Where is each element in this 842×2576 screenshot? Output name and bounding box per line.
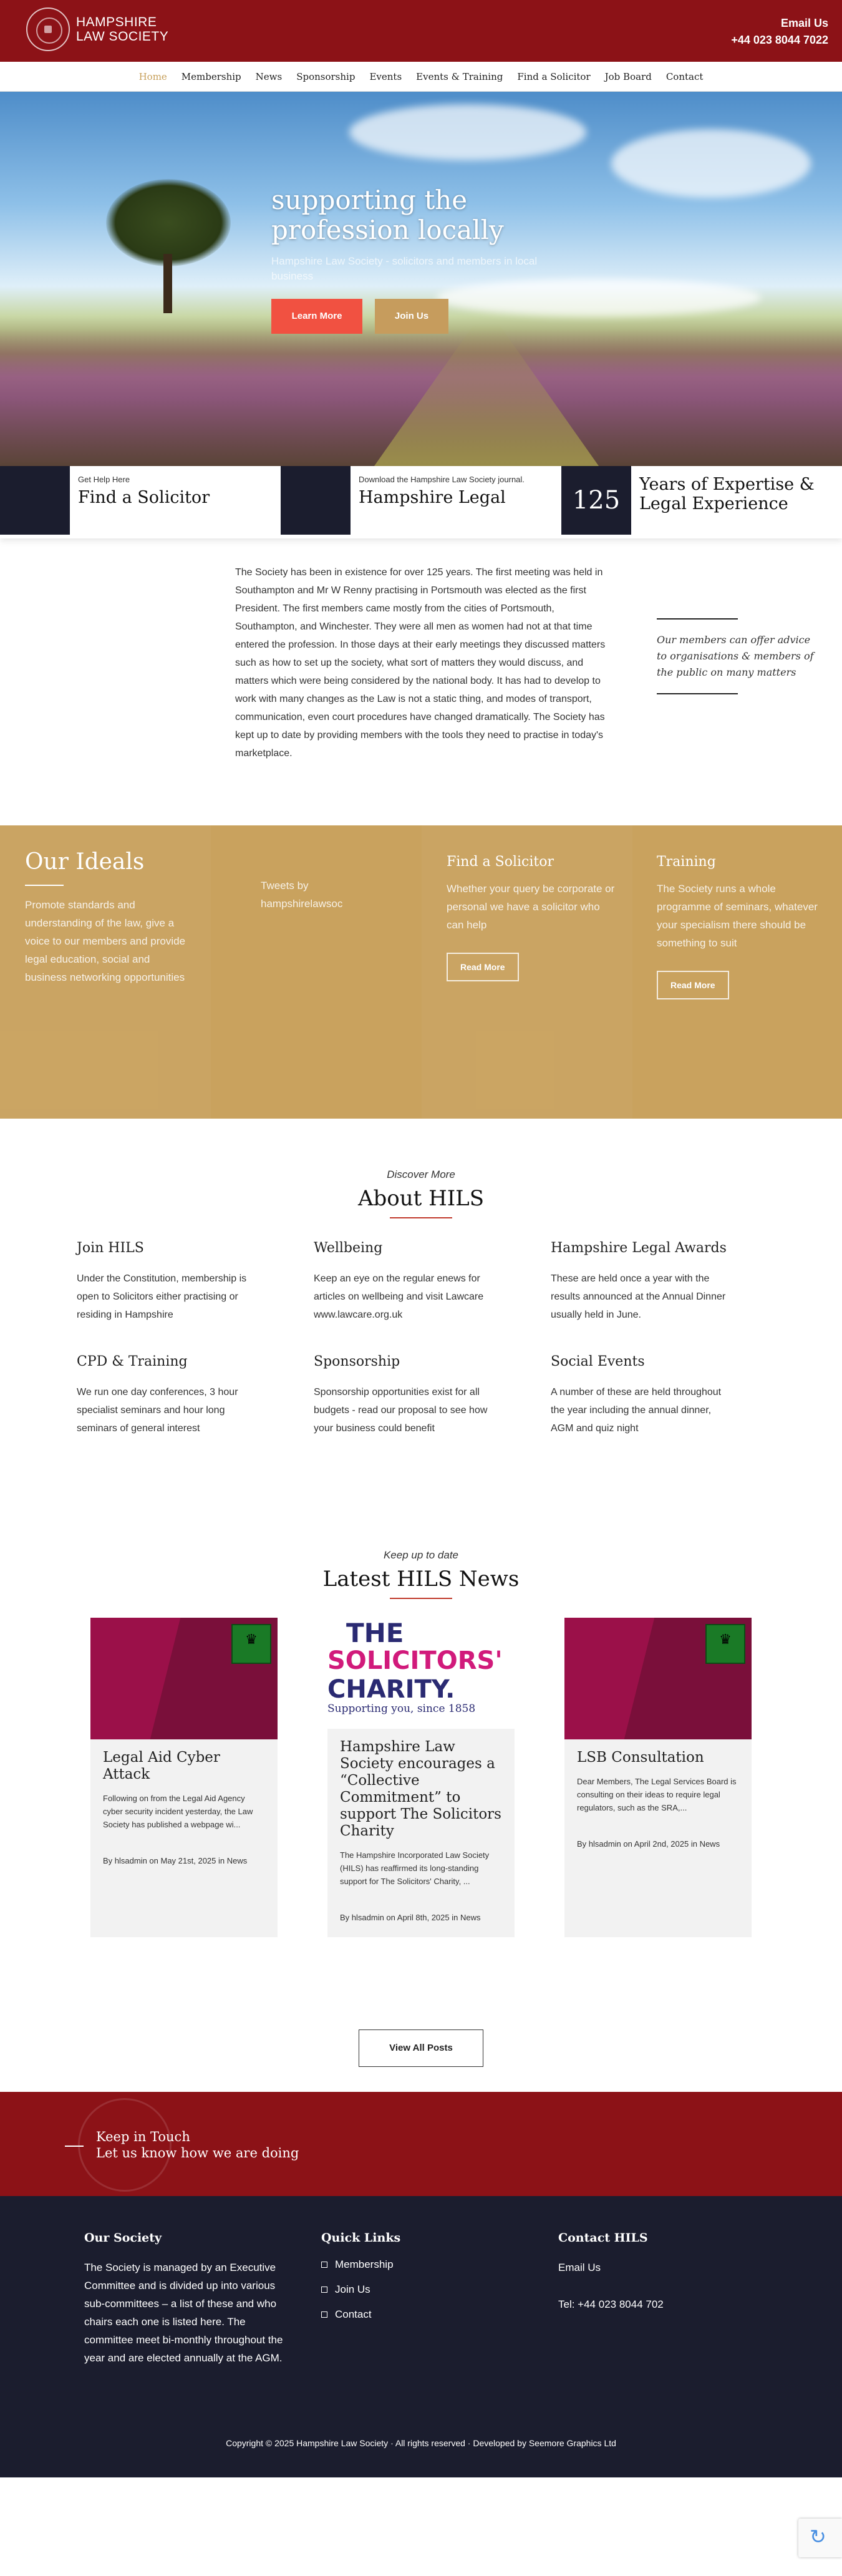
about-heading xyxy=(0,1119,842,1218)
logo-text xyxy=(76,15,168,44)
news-card-title[interactable]: LSB Consultation xyxy=(577,1749,704,1766)
ideals-rule xyxy=(25,885,64,886)
touch-title: Keep in Touch xyxy=(96,2129,190,2144)
about-item-title[interactable]: Hampshire Legal Awards xyxy=(551,1240,727,1256)
footer-email-link[interactable]: Email Us xyxy=(558,2262,601,2273)
law-society-badge-icon xyxy=(705,1624,745,1664)
about-item xyxy=(314,1240,551,1324)
about-item xyxy=(551,1240,775,1324)
news-cards xyxy=(90,1618,752,1937)
training-read-more-button[interactable]: Read More xyxy=(657,971,729,999)
about-item-text: We run one day conferences, 3 hour specialist seminars and hour long seminars of general interest xyxy=(77,1387,238,1434)
news-heading xyxy=(0,1530,842,1599)
tile-title: Find a Solicitor xyxy=(78,488,210,507)
about-item-text: A number of these are held throughout the year including the annual dinner, AGM and quiz night xyxy=(551,1387,722,1434)
logo-word-the: THE xyxy=(346,1618,404,1648)
training-column xyxy=(657,854,825,999)
years-line-2: Legal Experience xyxy=(639,494,788,513)
learn-more-button[interactable]: Learn More xyxy=(271,299,362,334)
hero-subtext: Hampshire Law Society - solicitors and members in local business xyxy=(271,255,538,282)
news-eyebrow: Keep up to date xyxy=(383,1549,459,1561)
nav-sponsorship[interactable]: Sponsorship xyxy=(296,70,356,82)
about-item xyxy=(77,1240,314,1324)
news-title: Latest HILS News xyxy=(322,1567,520,1592)
ideals-title: Our Ideals xyxy=(25,849,145,875)
footer-society-text xyxy=(84,2258,284,2367)
nav-job-board[interactable]: Job Board xyxy=(604,70,652,82)
main-nav xyxy=(0,62,842,92)
footer-society-title: Our Society xyxy=(84,2231,162,2245)
tile-small-text: Get Help Here xyxy=(78,475,130,484)
find-solicitor-title: Find a Solicitor xyxy=(447,854,554,870)
news-card-excerpt: Dear Members, The Legal Services Board is consulting on their ideas to require legal regulators, such as the SRA,... xyxy=(577,1777,737,1812)
news-section xyxy=(0,1530,842,2092)
tile-title: Hampshire Legal xyxy=(359,488,506,507)
touch-subtitle: Let us know how we are doing xyxy=(96,2146,299,2160)
seal-watermark-icon xyxy=(78,2098,172,2192)
tree-trunk xyxy=(163,254,172,313)
news-card-title[interactable]: Hampshire Law Society encourages a “Collective Commitment” to support The Solicitors Charity xyxy=(340,1739,501,1839)
news-card[interactable] xyxy=(564,1618,752,1937)
page-bottom xyxy=(0,2477,842,2576)
logo-word-charity: CHARITY. xyxy=(327,1675,455,1704)
about-item-title[interactable]: Join HILS xyxy=(77,1240,144,1256)
news-card[interactable] xyxy=(90,1618,278,1937)
about-title: About HILS xyxy=(357,1186,485,1211)
years-title xyxy=(639,475,815,513)
feature-strip xyxy=(0,466,842,538)
about-item-title[interactable]: CPD & Training xyxy=(77,1354,188,1369)
years-number: 125 xyxy=(561,466,631,535)
logo-line-1: HAMPSHIRE xyxy=(76,15,157,29)
tile-dark-block xyxy=(281,466,351,535)
tweets-column xyxy=(261,877,367,913)
training-title: Training xyxy=(657,854,716,870)
footer-contact xyxy=(558,2231,758,2313)
nav-events[interactable]: Events xyxy=(369,70,402,82)
news-rule xyxy=(390,1598,452,1599)
hampshire-legal-tile[interactable] xyxy=(281,466,561,538)
view-all-posts-button[interactable]: View All Posts xyxy=(359,2029,483,2067)
news-card-body xyxy=(327,1729,515,1937)
quick-link-label: Join Us xyxy=(335,2283,370,2295)
footer-contact-title: Contact HILS xyxy=(558,2231,648,2245)
training-text: The Society runs a whole programme of seminars, whatever your specialism there should be something to suit xyxy=(657,883,818,949)
hero-heading-line-1: supporting the xyxy=(271,185,468,215)
square-bullet-icon xyxy=(321,2287,327,2293)
news-card-excerpt: The Hampshire Incorporated Law Society (HILS) has reaffirmed its long-standing support for The Solicitors' Charity, ... xyxy=(340,1850,490,1886)
hero-heading xyxy=(271,185,564,245)
years-line-1: Years of Expertise & xyxy=(639,475,815,494)
recaptcha-icon[interactable] xyxy=(798,2519,842,2557)
about-item-text: These are held once a year with the results announced at the Annual Dinner usually held in June. xyxy=(551,1273,726,1320)
about-item-text: Under the Constitution, membership is open to Solicitors either practising or residing in Hampshire xyxy=(77,1273,247,1320)
hero-buttons xyxy=(271,299,564,334)
hero-heading-line-2: profession locally xyxy=(271,215,504,245)
nav-events-training[interactable]: Events & Training xyxy=(416,70,503,82)
about-item xyxy=(314,1354,551,1437)
square-bullet-icon xyxy=(321,2311,327,2318)
quick-link-membership[interactable] xyxy=(321,2258,400,2271)
quick-link-contact[interactable] xyxy=(321,2308,400,2321)
join-us-button[interactable]: Join Us xyxy=(375,299,448,334)
cloud-decoration xyxy=(611,129,811,198)
tree-image xyxy=(106,179,231,266)
nav-contact[interactable]: Contact xyxy=(665,70,704,82)
intro-text: The Society has been in existence for over 125 years. The first meeting was held in Southampton and Mr W Renny practising in Portsmouth was elected as the first President. The first members came mostly from the cities of Portsmouth, Southampton, and Winchester. They were all men as women had not at that time entered the profession. In those days at their early meetings they discussed matters such as how to set up the society, what sort of matters they would discuss, and matters which were being considered by the national body. It has had to develop to work with many changes as the Law is not a static thing, and modes of transport, communication, even court procedures have changed dramatically. The Society has kept up to date by providing members with the tools they need to practise in today's marketplace. xyxy=(235,567,606,759)
about-item-title[interactable]: Wellbeing xyxy=(314,1240,383,1256)
about-item-text: Sponsorship opportunities exist for all budgets - read our proposal to see how your business could benefit xyxy=(314,1387,488,1434)
header-contact xyxy=(731,15,828,49)
about-item-text: Keep an eye on the regular enews for articles on wellbeing and visit Lawcare www.lawcare.org.uk xyxy=(314,1273,484,1320)
nav-membership[interactable]: Membership xyxy=(181,70,241,82)
site-logo[interactable] xyxy=(26,7,168,51)
about-grid xyxy=(77,1240,775,1437)
news-card[interactable] xyxy=(327,1618,515,1937)
about-item xyxy=(77,1354,314,1437)
solicitors-charity-logo[interactable] xyxy=(327,1618,515,1715)
tile-dark-block xyxy=(0,466,70,535)
find-solicitor-tile[interactable] xyxy=(0,466,281,538)
ideals-section xyxy=(0,825,842,1119)
logo-line-2: LAW SOCIETY xyxy=(76,29,169,44)
years-expertise-tile xyxy=(561,466,842,538)
news-card-excerpt: Following on from the Legal Aid Agency cyber security incident yesterday, the Law Society has published a webpage wi... xyxy=(103,1794,253,1829)
news-card-body xyxy=(90,1739,278,1880)
logo-tagline: Supporting you, since 1858 xyxy=(327,1703,476,1715)
copyright xyxy=(0,2438,842,2448)
nav-home[interactable]: Home xyxy=(138,70,167,82)
site-footer xyxy=(0,2196,842,2477)
top-header xyxy=(0,0,842,62)
touch-dash xyxy=(65,2146,84,2147)
find-solicitor-read-more-button[interactable]: Read More xyxy=(447,953,519,981)
footer-quick-links xyxy=(321,2231,400,2333)
quote-rule-top xyxy=(657,618,738,620)
quote-rule-bottom xyxy=(657,693,738,694)
news-card-meta: By hlsadmin on May 21st, 2025 in News xyxy=(103,1856,248,1865)
logo-word-solicitors: SOLICITORS' xyxy=(327,1646,503,1675)
pull-quote xyxy=(657,618,819,694)
find-solicitor-text: Whether your query be corporate or personal we have a solicitor who can help xyxy=(447,883,615,931)
email-us-link[interactable]: Email Us xyxy=(780,17,828,29)
about-item xyxy=(551,1354,775,1437)
footer-quick-title: Quick Links xyxy=(321,2231,401,2245)
about-section xyxy=(0,1119,842,1530)
crest-icon xyxy=(26,7,70,51)
footer-society xyxy=(84,2231,284,2367)
tile-small-text: Download the Hampshire Law Society journal. xyxy=(359,475,525,484)
intro-section xyxy=(0,538,842,825)
hero-content xyxy=(271,185,564,334)
society-text-part-1: The Society is managed by an Executive Committee and is divided up into various sub-committees – a list of these and who chairs each one is listed xyxy=(84,2262,277,2328)
find-solicitor-column xyxy=(447,854,615,981)
quick-links-list xyxy=(321,2258,400,2321)
law-society-badge-icon xyxy=(231,1624,271,1664)
nav-news[interactable]: News xyxy=(255,70,283,82)
copyright-text: Copyright © 2025 Hampshire Law Society · All rights reserved · Developed by xyxy=(226,2438,529,2448)
square-bullet-icon xyxy=(321,2262,327,2268)
hero-banner xyxy=(0,92,842,466)
developer-link[interactable]: Seemore Graphics Ltd xyxy=(528,2438,616,2448)
quick-link-join[interactable] xyxy=(321,2283,400,2296)
about-eyebrow: Discover More xyxy=(387,1169,455,1180)
quote-text: Our members can offer advice to organisations & members of the public on many matters xyxy=(657,634,814,678)
keep-in-touch-banner[interactable] xyxy=(0,2092,842,2196)
society-text-part-2: . The committee meet bi-monthly throughout the year and are elected annually at the AGM. xyxy=(84,2316,283,2364)
about-item-title[interactable]: Social Events xyxy=(551,1354,645,1369)
nav-find-solicitor[interactable]: Find a Solicitor xyxy=(517,70,591,82)
news-thumbnail[interactable] xyxy=(564,1618,752,1739)
ideals-text: Promote standards and understanding of the law, give a voice to our members and provide legal education, social and business networking opportunities xyxy=(25,899,186,983)
quick-link-label: Membership xyxy=(335,2258,394,2270)
news-card-meta: By hlsadmin on April 8th, 2025 in News xyxy=(340,1913,481,1922)
tweets-link[interactable]: Tweets by hampshirelawsoc xyxy=(261,880,343,910)
footer-phone[interactable]: Tel: +44 023 8044 702 xyxy=(558,2298,664,2310)
news-card-meta: By hlsadmin on April 2nd, 2025 in News xyxy=(577,1839,720,1849)
cloud-decoration xyxy=(349,104,586,160)
news-card-body xyxy=(564,1739,752,1864)
news-card-title[interactable]: Legal Aid Cyber Attack xyxy=(103,1749,220,1782)
news-thumbnail[interactable] xyxy=(90,1618,278,1739)
ideals-column xyxy=(25,849,193,986)
about-rule xyxy=(390,1217,452,1218)
committee-here-link[interactable]: here xyxy=(200,2316,222,2328)
quick-link-label: Contact xyxy=(335,2308,372,2320)
about-item-title[interactable]: Sponsorship xyxy=(314,1354,400,1369)
header-phone[interactable]: +44 023 8044 7022 xyxy=(731,34,828,46)
